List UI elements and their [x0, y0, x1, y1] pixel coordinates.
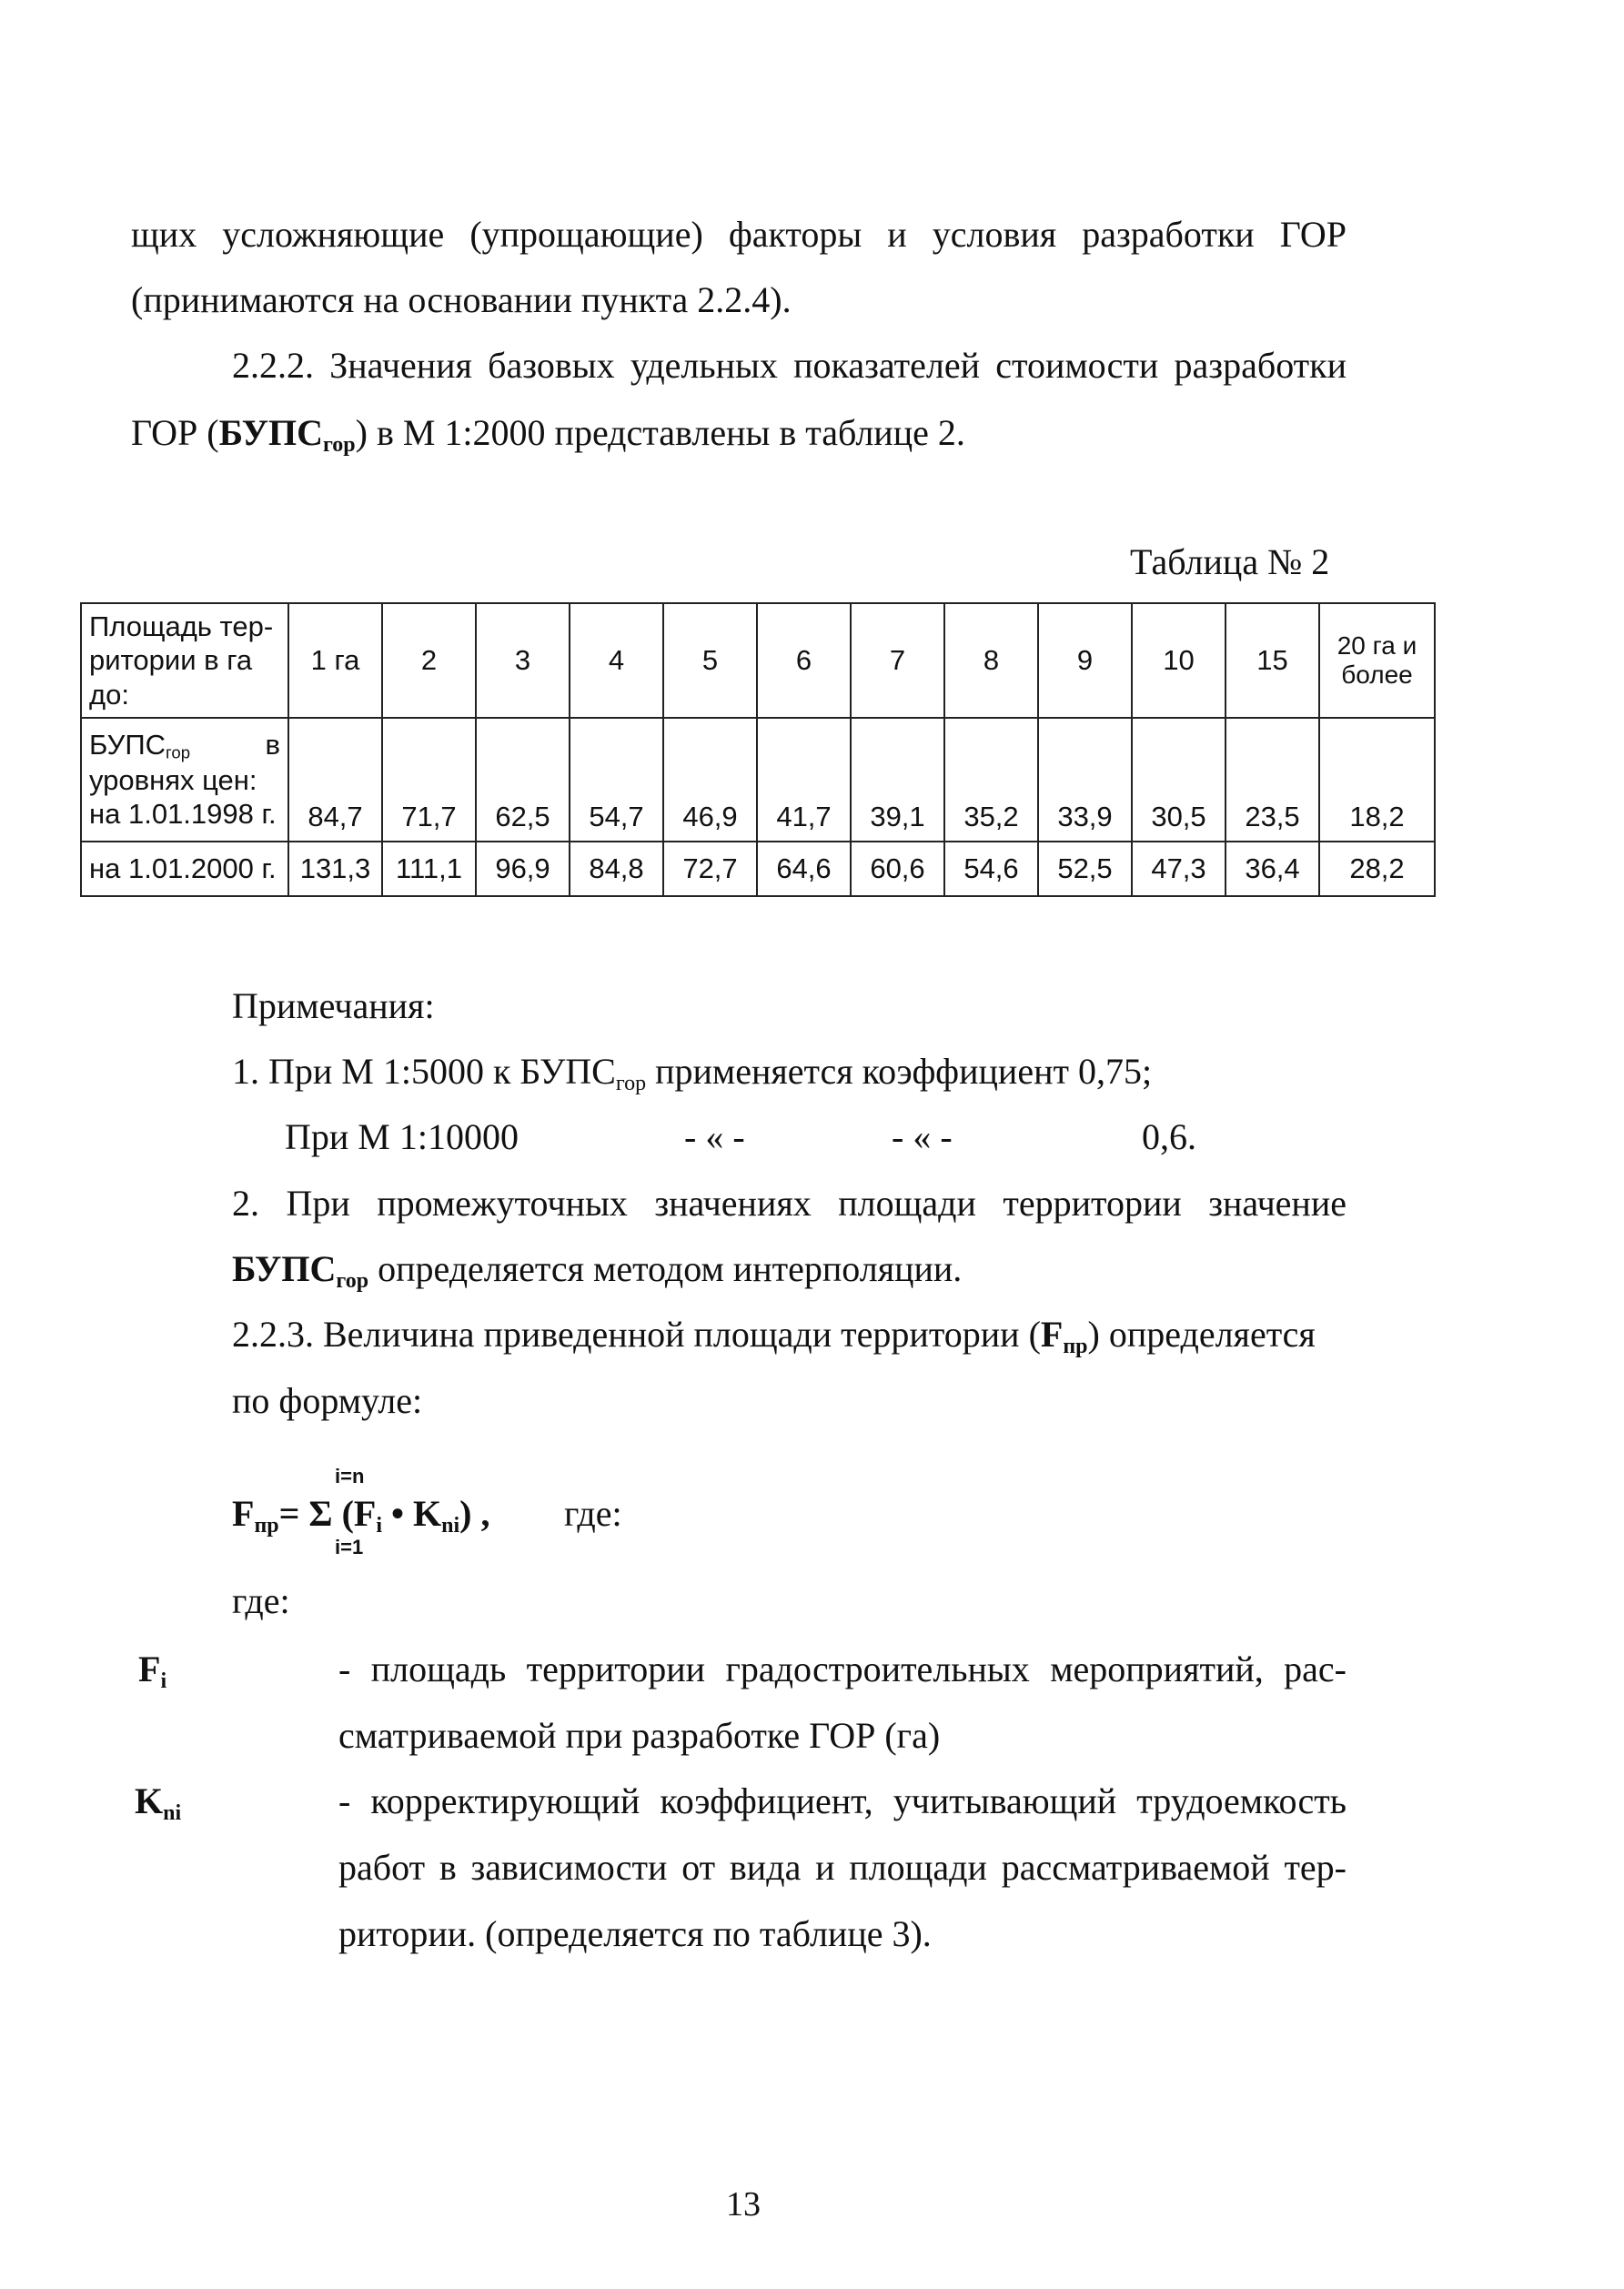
where-label: где: [232, 1580, 290, 1621]
table-cell: 71,7 [382, 718, 476, 842]
table-cell: 84,7 [288, 718, 382, 842]
note-1-line2-b: - « - [684, 1116, 745, 1157]
table-cell: 84,8 [570, 842, 663, 896]
table-row-1998 [81, 718, 1435, 842]
def-text: работ в зависимости от вида и площади рассматриваемой тер- [338, 1847, 1347, 1888]
note-1-line2-a: При М 1:10000 [285, 1116, 519, 1157]
table-cell: 28,2 [1319, 842, 1435, 896]
header-cell: 8 [944, 603, 1038, 718]
def-symbol-kni: $K_{ni}$ [135, 1780, 182, 1826]
table-cell: 46,9 [663, 718, 757, 842]
header-label-line: ритории в га [89, 644, 253, 677]
row-label-cell [81, 718, 288, 842]
body-text-line: 2.2.3. Величина приведенной площади территории $(F_{пр})$ определяется [232, 1314, 1316, 1359]
formula-where: где: [564, 1493, 622, 1534]
table-cell: 54,6 [944, 842, 1038, 896]
header-cell: 6 [757, 603, 851, 718]
table-cell: 64,6 [757, 842, 851, 896]
formula: $F_{пр}= \Sigma$ ($F_i$ • $K_{ni}$) , [232, 1493, 490, 1538]
header-cell: 9 [1038, 603, 1132, 718]
header-cell: 3 [476, 603, 570, 718]
header-cell: 4 [570, 603, 663, 718]
table-header-row [81, 603, 1435, 718]
def-text: - площадь территории градостроительных мероприятий, рас- [338, 1649, 1347, 1689]
row-label-cell: на 1.01.2000 г. [81, 842, 288, 896]
table-cell: 111,1 [382, 842, 476, 896]
note-1-line2-d: 0,6. [1142, 1116, 1196, 1157]
page-number: 13 [726, 2185, 761, 2223]
note-1: 1. При М 1:5000 к $БУПС_{гор}$ применяется коэффициент 0,75; [232, 1051, 1153, 1096]
table-row-2000 [81, 842, 1435, 896]
def-text: - корректирующий коэффициент, учитывающий трудоемкость [338, 1780, 1347, 1821]
header-cell: 20 га и более [1319, 603, 1435, 718]
def-text: сматриваемой при разработке ГОР (га) [338, 1715, 941, 1756]
def-text: ритории. (определяется по таблице 3). [338, 1913, 932, 1954]
sum-lower-limit: i=1 [335, 1536, 364, 1558]
body-text-line: 2.2.2. Значения базовых удельных показателей стоимости разработки [232, 345, 1347, 386]
header-cell: 2 [382, 603, 476, 718]
header-label-line: до: [89, 678, 129, 711]
notes-title: Примечания: [232, 985, 435, 1026]
table-cell: 18,2 [1319, 718, 1435, 842]
table-cell: 23,5 [1226, 718, 1319, 842]
header-label-cell [81, 603, 288, 718]
body-text-line: (принимаются на основании пункта 2.2.4). [131, 279, 792, 320]
table-cell: 39,1 [851, 718, 944, 842]
table-cell: 72,7 [663, 842, 757, 896]
body-text-line: ГОР $(БУПС_{гор})$ в М 1:2000 представлены в таблице 2. [131, 412, 965, 458]
body-text-line: по формуле: [232, 1380, 423, 1421]
table-cell: 30,5 [1132, 718, 1226, 842]
table-cell: 36,4 [1226, 842, 1319, 896]
table-cell: 62,5 [476, 718, 570, 842]
header-label-line: Площадь тер- [89, 610, 274, 643]
table-cell: 33,9 [1038, 718, 1132, 842]
table-cell: 41,7 [757, 718, 851, 842]
sum-upper-limit: i=n [335, 1465, 365, 1487]
table-caption: Таблица № 2 [1130, 541, 1330, 582]
table-cell: 96,9 [476, 842, 570, 896]
def-symbol-fi: $F_i$ [138, 1649, 167, 1694]
header-cell: 5 [663, 603, 757, 718]
header-cell: 1 га [288, 603, 382, 718]
table-cell: 54,7 [570, 718, 663, 842]
table-cell: 52,5 [1038, 842, 1132, 896]
row-label-line: БУПСгор в [89, 729, 280, 762]
row-label-line: на 1.01.1998 г. [89, 798, 277, 831]
table-cell: 131,3 [288, 842, 382, 896]
table-cell: 60,6 [851, 842, 944, 896]
note-2: 2. При промежуточных значениях площади территории значение [232, 1183, 1347, 1224]
body-text-line: щих усложняющие (упрощающие) факторы и условия разработки ГОР [131, 214, 1347, 255]
note-2-line2: $БУПС_{гор}$ определяется методом интерполяции. [232, 1248, 963, 1294]
header-cell: 15 [1226, 603, 1319, 718]
note-1-line2-c: - « - [892, 1116, 953, 1157]
header-cell: 10 [1132, 603, 1226, 718]
row-label-line: уровнях цен: [89, 764, 257, 797]
cost-table [80, 602, 1436, 897]
table-cell: 47,3 [1132, 842, 1226, 896]
table-cell: 35,2 [944, 718, 1038, 842]
header-cell: 7 [851, 603, 944, 718]
